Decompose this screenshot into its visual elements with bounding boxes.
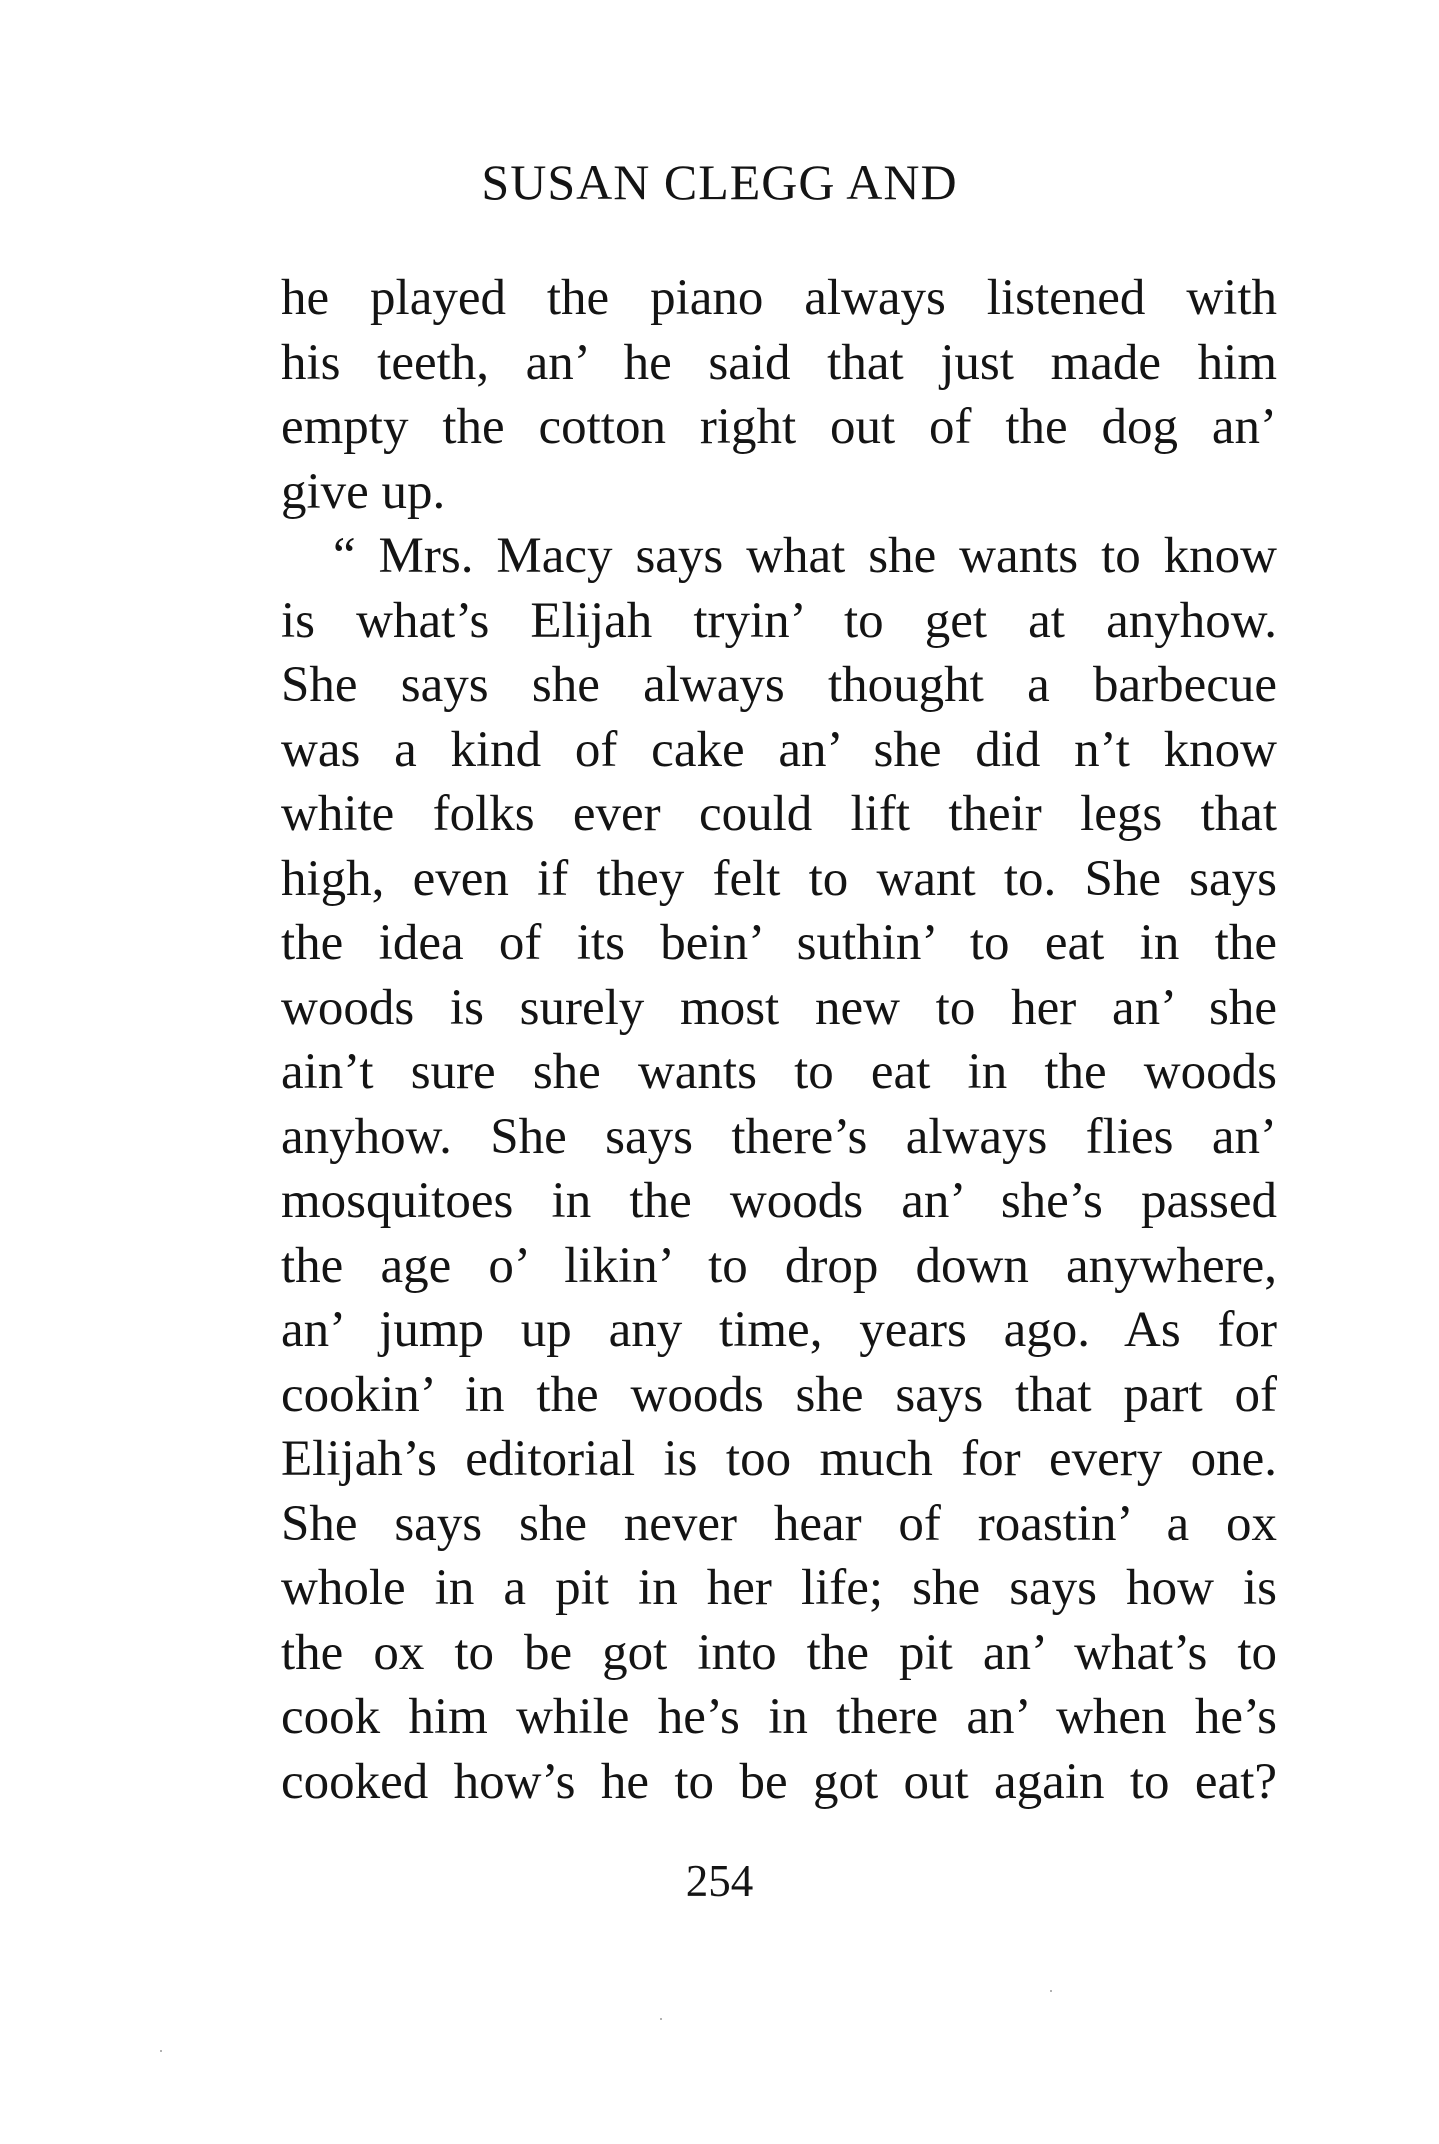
scan-speck (160, 2050, 162, 2052)
text-line: high, even if they felt to want to. She says (281, 850, 1277, 907)
text-line: ain’t sure she wants to eat in the woods (281, 1044, 1277, 1100)
scan-speck (660, 2018, 662, 2020)
running-head: SUSAN CLEGG AND (481, 154, 958, 210)
text-line: is what’s Elijah tryin’ to get at anyhow. (281, 592, 1277, 649)
text-line: anyhow. She says there’s always flies an’ (281, 1108, 1277, 1165)
text-line: an’ jump up any time, years ago. As for (281, 1302, 1277, 1358)
text-line: cook him while he’s in there an’ when he’s (281, 1689, 1277, 1745)
text-line: the age o’ likin’ to drop down anywhere, (281, 1237, 1277, 1294)
page-number: 254 (685, 1856, 754, 1906)
text-line: Elijah’s editorial is too much for every one. (281, 1431, 1277, 1487)
text-line: cooked how’s he to be got out again to eat? (281, 1753, 1277, 1810)
text-line: empty the cotton right out of the dog an’ (281, 399, 1277, 455)
paragraph-start-line: “ Mrs. Macy says what she wants to know (333, 528, 1277, 584)
text-line: was a kind of cake an’ she did n’t know (281, 721, 1277, 778)
paragraph-end-line: give up. (281, 463, 446, 520)
text-line: mosquitoes in the woods an’ she’s passed (281, 1173, 1277, 1229)
text-line: the ox to be got into the pit an’ what’s to (281, 1624, 1277, 1681)
text-line: She says she always thought a barbecue (281, 657, 1277, 713)
text-line: he played the piano always listened with (281, 270, 1277, 326)
text-line: She says she never hear of roastin’ a ox (281, 1495, 1277, 1552)
text-line: the idea of its bein’ suthin’ to eat in the (281, 915, 1277, 971)
text-line: white folks ever could lift their legs that (281, 786, 1277, 842)
text-line: whole in a pit in her life; she says how is (281, 1560, 1277, 1616)
text-line: his teeth, an’ he said that just made him (281, 334, 1277, 391)
scan-speck (1050, 1990, 1052, 1992)
text-line: woods is surely most new to her an’ she (281, 979, 1277, 1036)
text-line: cookin’ in the woods she says that part of (281, 1366, 1277, 1423)
body-text (281, 266, 1277, 1814)
